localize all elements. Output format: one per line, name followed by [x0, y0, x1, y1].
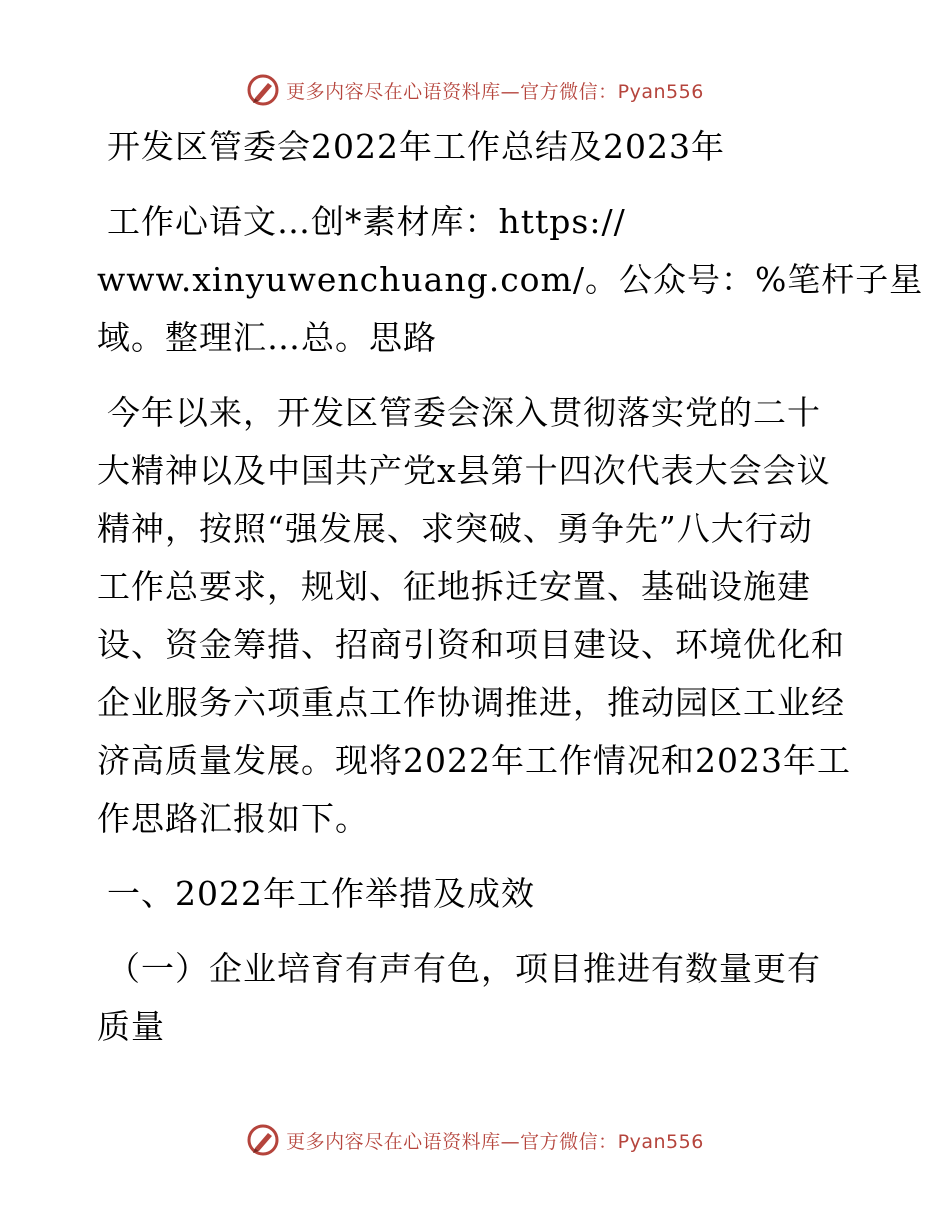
document-title-line-4: 域。整理汇…总。思路	[97, 318, 437, 357]
paragraph-line: 设、资金筹措、招商引资和项目建设、环境优化和	[97, 625, 845, 664]
paragraph-line: 工作总要求，规划、征地拆迁安置、基础设施建	[97, 567, 811, 606]
paragraph-line: 济高质量发展。现将2022年工作情况和2023年工	[97, 741, 851, 780]
subsection-heading-line-1: （一）企业培育有声有色，项目推进有数量更有	[107, 949, 821, 988]
header-watermark-banner	[0, 70, 950, 110]
pen-logo-icon	[246, 73, 280, 107]
footer-watermark-banner	[0, 1120, 950, 1160]
document-title-line-2: 工作心语文…创*素材库：https://	[107, 202, 626, 241]
paragraph-line: 作思路汇报如下。	[97, 799, 369, 838]
document-title-line-3: www.xinyuwenchuang.com/。公众号：%笔杆子星	[97, 260, 924, 299]
paragraph-line: 大精神以及中国共产党x县第十四次代表大会会议	[97, 451, 831, 490]
pen-logo-icon	[246, 1123, 280, 1157]
document-title-line-1: 开发区管委会2022年工作总结及2023年	[107, 127, 725, 166]
section-heading: 一、2022年工作举措及成效	[107, 874, 535, 913]
subsection-heading-line-2: 质量	[97, 1007, 165, 1046]
watermark-text: 更多内容尽在心语资料库—官方微信：Pyan556	[286, 80, 704, 103]
watermark-text: 更多内容尽在心语资料库—官方微信：Pyan556	[286, 1130, 704, 1153]
paragraph-line: 企业服务六项重点工作协调推进，推动园区工业经	[97, 683, 845, 722]
paragraph-line: 今年以来，开发区管委会深入贯彻落实党的二十	[107, 393, 821, 432]
paragraph-line: 精神，按照“强发展、求突破、勇争先”八大行动	[97, 509, 813, 548]
